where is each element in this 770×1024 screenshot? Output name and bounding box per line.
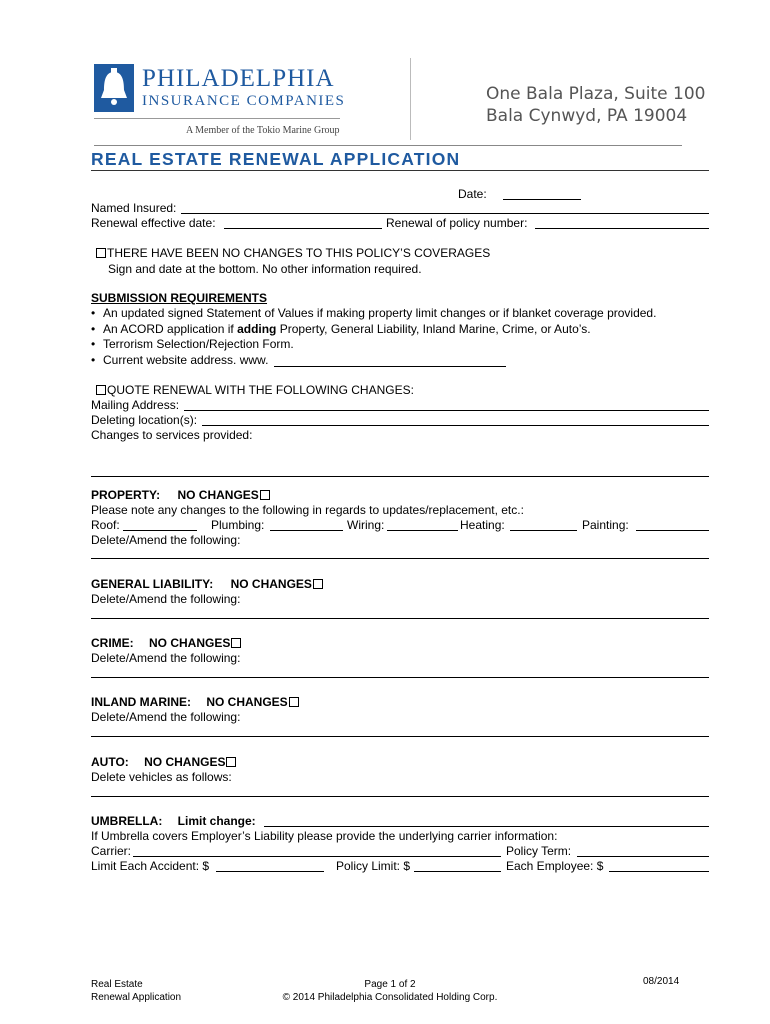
umbrella-limit-change-label: Limit change: — [177, 814, 256, 828]
policy-term-field[interactable] — [577, 856, 709, 857]
renewal-policy-number-field[interactable] — [535, 228, 709, 229]
footer-form-subname: Renewal Application — [91, 992, 182, 1003]
list-item — [91, 322, 656, 338]
company-tagline: A Member of the Tokio Marine Group — [186, 125, 340, 136]
changes-services-field[interactable] — [91, 476, 709, 477]
general-liability-no-changes-label: NO CHANGES — [230, 577, 312, 591]
general-liability-title: GENERAL LIABILITY: — [91, 577, 214, 591]
plumbing-field[interactable] — [270, 530, 343, 531]
each-employee-field[interactable] — [609, 871, 709, 872]
named-insured-label: Named Insured: — [91, 201, 177, 215]
submission-heading: SUBMISSION REQUIREMENTS — [91, 291, 268, 305]
plumbing-label: Plumbing: — [211, 518, 265, 532]
no-changes-checkbox[interactable] — [96, 248, 106, 258]
general-liability-delete-amend-label: Delete/Amend the following: — [91, 592, 241, 606]
footer-form-name: Real Estate — [91, 979, 143, 990]
limit-each-accident-label: Limit Each Accident: $ — [91, 859, 210, 873]
auto-delete-vehicles-field[interactable] — [91, 796, 709, 797]
umbrella-note: If Umbrella covers Employer’s Liability please provide the underlying carrier information: — [91, 829, 558, 843]
policy-term-label: Policy Term: — [506, 844, 572, 858]
roof-field[interactable] — [123, 530, 197, 531]
property-note: Please note any changes to the following in regards to updates/replacement, etc.: — [91, 503, 524, 517]
property-no-changes-label: NO CHANGES — [177, 488, 259, 502]
mailing-address-field[interactable] — [184, 410, 709, 411]
crime-heading — [91, 636, 242, 650]
list-item: • An updated signed Statement of Values if making property limit changes or if blanket coverage provided. — [91, 306, 656, 322]
named-insured-field[interactable] — [181, 213, 709, 214]
footer-page-number: Page 1 of 2 — [364, 979, 416, 990]
auto-title: AUTO: — [91, 755, 129, 769]
company-name: PHILADELPHIA — [142, 65, 335, 92]
footer-center — [260, 978, 520, 1004]
company-subname: INSURANCE COMPANIES — [142, 93, 346, 109]
header-divider — [410, 58, 411, 140]
mailing-address-label: Mailing Address: — [91, 398, 180, 412]
address-line-2: Bala Cynwyd, PA 19004 — [486, 106, 688, 126]
page-title: REAL ESTATE RENEWAL APPLICATION — [91, 149, 461, 169]
submission-list — [91, 306, 656, 368]
quote-renewal-option — [95, 383, 414, 397]
property-delete-amend-label: Delete/Amend the following: — [91, 533, 241, 547]
inland-marine-no-changes-label: NO CHANGES — [206, 695, 288, 709]
each-employee-label: Each Employee: $ — [506, 859, 604, 873]
date-field[interactable] — [503, 199, 581, 200]
deleting-locations-label: Deleting location(s): — [91, 413, 198, 427]
renewal-effective-date-label: Renewal effective date: — [91, 216, 216, 230]
carrier-field[interactable] — [133, 856, 501, 857]
general-liability-heading — [91, 577, 324, 591]
no-changes-option-label: THERE HAVE BEEN NO CHANGES TO THIS POLICY’S COVERAGES — [107, 246, 491, 260]
policy-limit-label: Policy Limit: $ — [336, 859, 411, 873]
list-item: • Terrorism Selection/Rejection Form. — [91, 337, 656, 353]
auto-heading — [91, 755, 237, 769]
wiring-field[interactable] — [387, 530, 458, 531]
auto-delete-vehicles-label: Delete vehicles as follows: — [91, 770, 232, 784]
inland-marine-delete-amend-label: Delete/Amend the following: — [91, 710, 241, 724]
auto-no-changes-checkbox[interactable] — [226, 757, 236, 767]
heating-label: Heating: — [460, 518, 505, 532]
inland-marine-heading — [91, 695, 300, 709]
general-liability-delete-amend-field[interactable] — [91, 618, 709, 619]
footer-copyright: © 2014 Philadelphia Consolidated Holding Corp. — [282, 992, 498, 1003]
changes-services-label: Changes to services provided: — [91, 428, 253, 442]
auto-no-changes-label: NO CHANGES — [144, 755, 226, 769]
footer-left — [91, 978, 181, 1004]
wiring-label: Wiring: — [347, 518, 385, 532]
deleting-locations-field[interactable] — [202, 425, 709, 426]
date-label: Date: — [458, 187, 487, 201]
property-title: PROPERTY: — [91, 488, 161, 502]
roof-label: Roof: — [91, 518, 120, 532]
list-item-text: Property, General Liability, Inland Marine, Crime, or Auto’s. — [276, 321, 591, 336]
property-no-changes-checkbox[interactable] — [260, 490, 270, 500]
umbrella-title: UMBRELLA: — [91, 814, 163, 828]
renewal-policy-number-label: Renewal of policy number: — [386, 216, 528, 230]
quote-renewal-checkbox[interactable] — [96, 385, 106, 395]
footer-form-date: 08/2014 — [643, 976, 680, 987]
liberty-bell-icon — [94, 64, 134, 112]
list-item-text: An ACORD application if — [103, 321, 238, 336]
inland-marine-no-changes-checkbox[interactable] — [289, 697, 299, 707]
heating-field[interactable] — [510, 530, 577, 531]
umbrella-limit-change-field[interactable] — [264, 826, 709, 827]
list-item-emphasis: adding — [237, 321, 277, 336]
crime-no-changes-checkbox[interactable] — [231, 638, 241, 648]
general-liability-no-changes-checkbox[interactable] — [313, 579, 323, 589]
umbrella-heading — [91, 814, 256, 828]
inland-marine-title: INLAND MARINE: — [91, 695, 191, 709]
property-delete-amend-field[interactable] — [91, 558, 709, 559]
crime-title: CRIME: — [91, 636, 134, 650]
carrier-label: Carrier: — [91, 844, 132, 858]
policy-limit-field[interactable] — [414, 871, 501, 872]
painting-field[interactable] — [636, 530, 709, 531]
address-line-1: One Bala Plaza, Suite 100 — [486, 84, 706, 104]
property-heading — [91, 488, 271, 502]
renewal-effective-date-field[interactable] — [224, 228, 382, 229]
quote-renewal-label: QUOTE RENEWAL WITH THE FOLLOWING CHANGES: — [107, 383, 414, 397]
crime-no-changes-label: NO CHANGES — [149, 636, 231, 650]
crime-delete-amend-label: Delete/Amend the following: — [91, 651, 241, 665]
no-changes-note: Sign and date at the bottom. No other information required. — [108, 262, 422, 276]
no-changes-option — [95, 246, 490, 260]
painting-label: Painting: — [582, 518, 629, 532]
inland-marine-delete-amend-field[interactable] — [91, 736, 709, 737]
list-item: • Current website address. www. — [91, 353, 656, 369]
crime-delete-amend-field[interactable] — [91, 677, 709, 678]
website-field[interactable] — [274, 366, 506, 367]
limit-each-accident-field[interactable] — [216, 871, 324, 872]
